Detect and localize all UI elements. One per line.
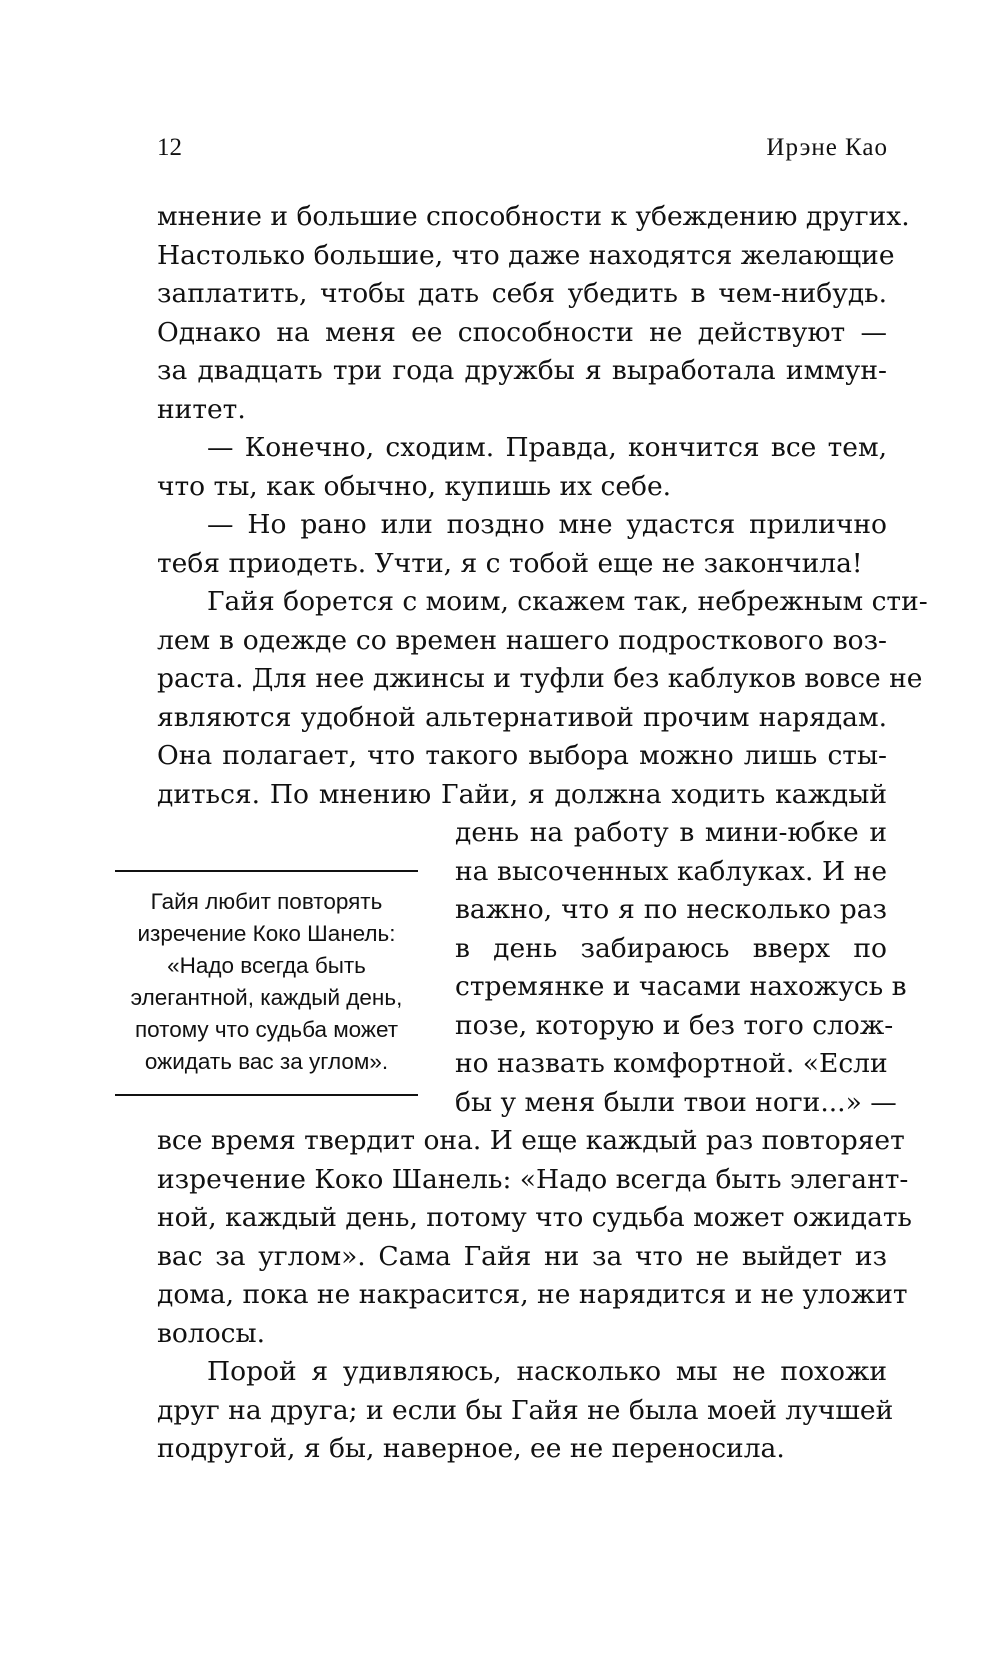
- text-line: подругой, я бы, наверное, ее не переносила.: [157, 1433, 785, 1464]
- text-line: вас за углом». Сама Гайя ни за что не выйдет из: [157, 1240, 887, 1272]
- text-line: на высоченных каблуках. И не: [455, 855, 887, 887]
- text-line: Настолько большие, что даже находятся желающие: [157, 239, 895, 271]
- text-line: за двадцать три года дружбы я выработала иммун-: [157, 355, 887, 386]
- pull-quote-line: потому что судьба может: [134, 1017, 399, 1042]
- text-line: друг на друга; и если бы Гайя не была моей лучшей: [157, 1394, 894, 1426]
- text-line: являются удобной альтернативой прочим нарядам.: [157, 701, 887, 733]
- pull-quote-line: ожидать вас за углом».: [144, 1049, 389, 1074]
- text-line: ной, каждый день, потому что судьба может ожидать: [157, 1202, 912, 1233]
- text-line: раста. Для нее джинсы и туфли без каблуков вовсе не: [157, 663, 923, 694]
- text-line: мнение и большие способности к убеждению других.: [157, 201, 910, 232]
- text-line: день на работу в мини-юбке и: [455, 817, 887, 848]
- pull-quote-line: Гайя любит повторять: [150, 889, 383, 914]
- text-line: все время твердит она. И еще каждый раз повторяет: [157, 1125, 905, 1156]
- pull-quote-line: «Надо всегда быть: [167, 953, 366, 978]
- text-line: дома, пока не накрасится, не нарядится и не уложит: [157, 1279, 908, 1310]
- pull-quote-line: элегантной, каждый день,: [130, 985, 403, 1010]
- text-line: но назвать комфортной. «Если: [455, 1048, 888, 1079]
- pull-quote: [115, 870, 418, 1096]
- text-line: нитет.: [157, 393, 246, 425]
- text-line: диться. По мнению Гайи, я должна ходить каждый: [157, 778, 887, 810]
- text-line: стремянке и часами нахожусь в: [455, 971, 907, 1002]
- text-line: Гайя борется с моим, скажем так, небрежным сти-: [207, 586, 928, 617]
- text-line: в день забираюсь вверх по: [455, 932, 887, 964]
- text-line: тебя приодеть. Учти, я с тобой еще не закончила!: [157, 547, 863, 579]
- text-line: бы у меня были твои ноги...» —: [455, 1086, 897, 1118]
- text-line: — Но рано или поздно мне удастся прилично: [207, 509, 887, 540]
- page-number: 12: [157, 134, 182, 161]
- page-header: [157, 134, 888, 170]
- text-line: заплатить, чтобы дать себя убедить в чем-нибудь.: [157, 278, 887, 309]
- running-title: Ирэне Као: [766, 134, 888, 161]
- text-line: важно, что я по несколько раз: [455, 894, 887, 925]
- text-line: лем в одежде со времен нашего подросткового воз-: [157, 624, 887, 656]
- text-line: изречение Коко Шанель: «Надо всегда быть элегант-: [157, 1163, 909, 1195]
- text-line: волосы.: [157, 1317, 266, 1349]
- text-line: — Конечно, сходим. Правда, кончится все тем,: [207, 432, 887, 463]
- pull-quote-text: [115, 886, 418, 1078]
- text-line: что ты, как обычно, купишь их себе.: [157, 470, 672, 502]
- pull-quote-line: изречение Коко Шанель:: [137, 921, 396, 946]
- text-line: Она полагает, что такого выбора можно лишь сты-: [157, 740, 887, 771]
- text-line: Однако на меня ее способности не действуют —: [157, 316, 887, 348]
- text-line: Порой я удивляюсь, насколько мы не похожи: [207, 1356, 887, 1387]
- text-line: позе, которую и без того слож-: [455, 1009, 894, 1041]
